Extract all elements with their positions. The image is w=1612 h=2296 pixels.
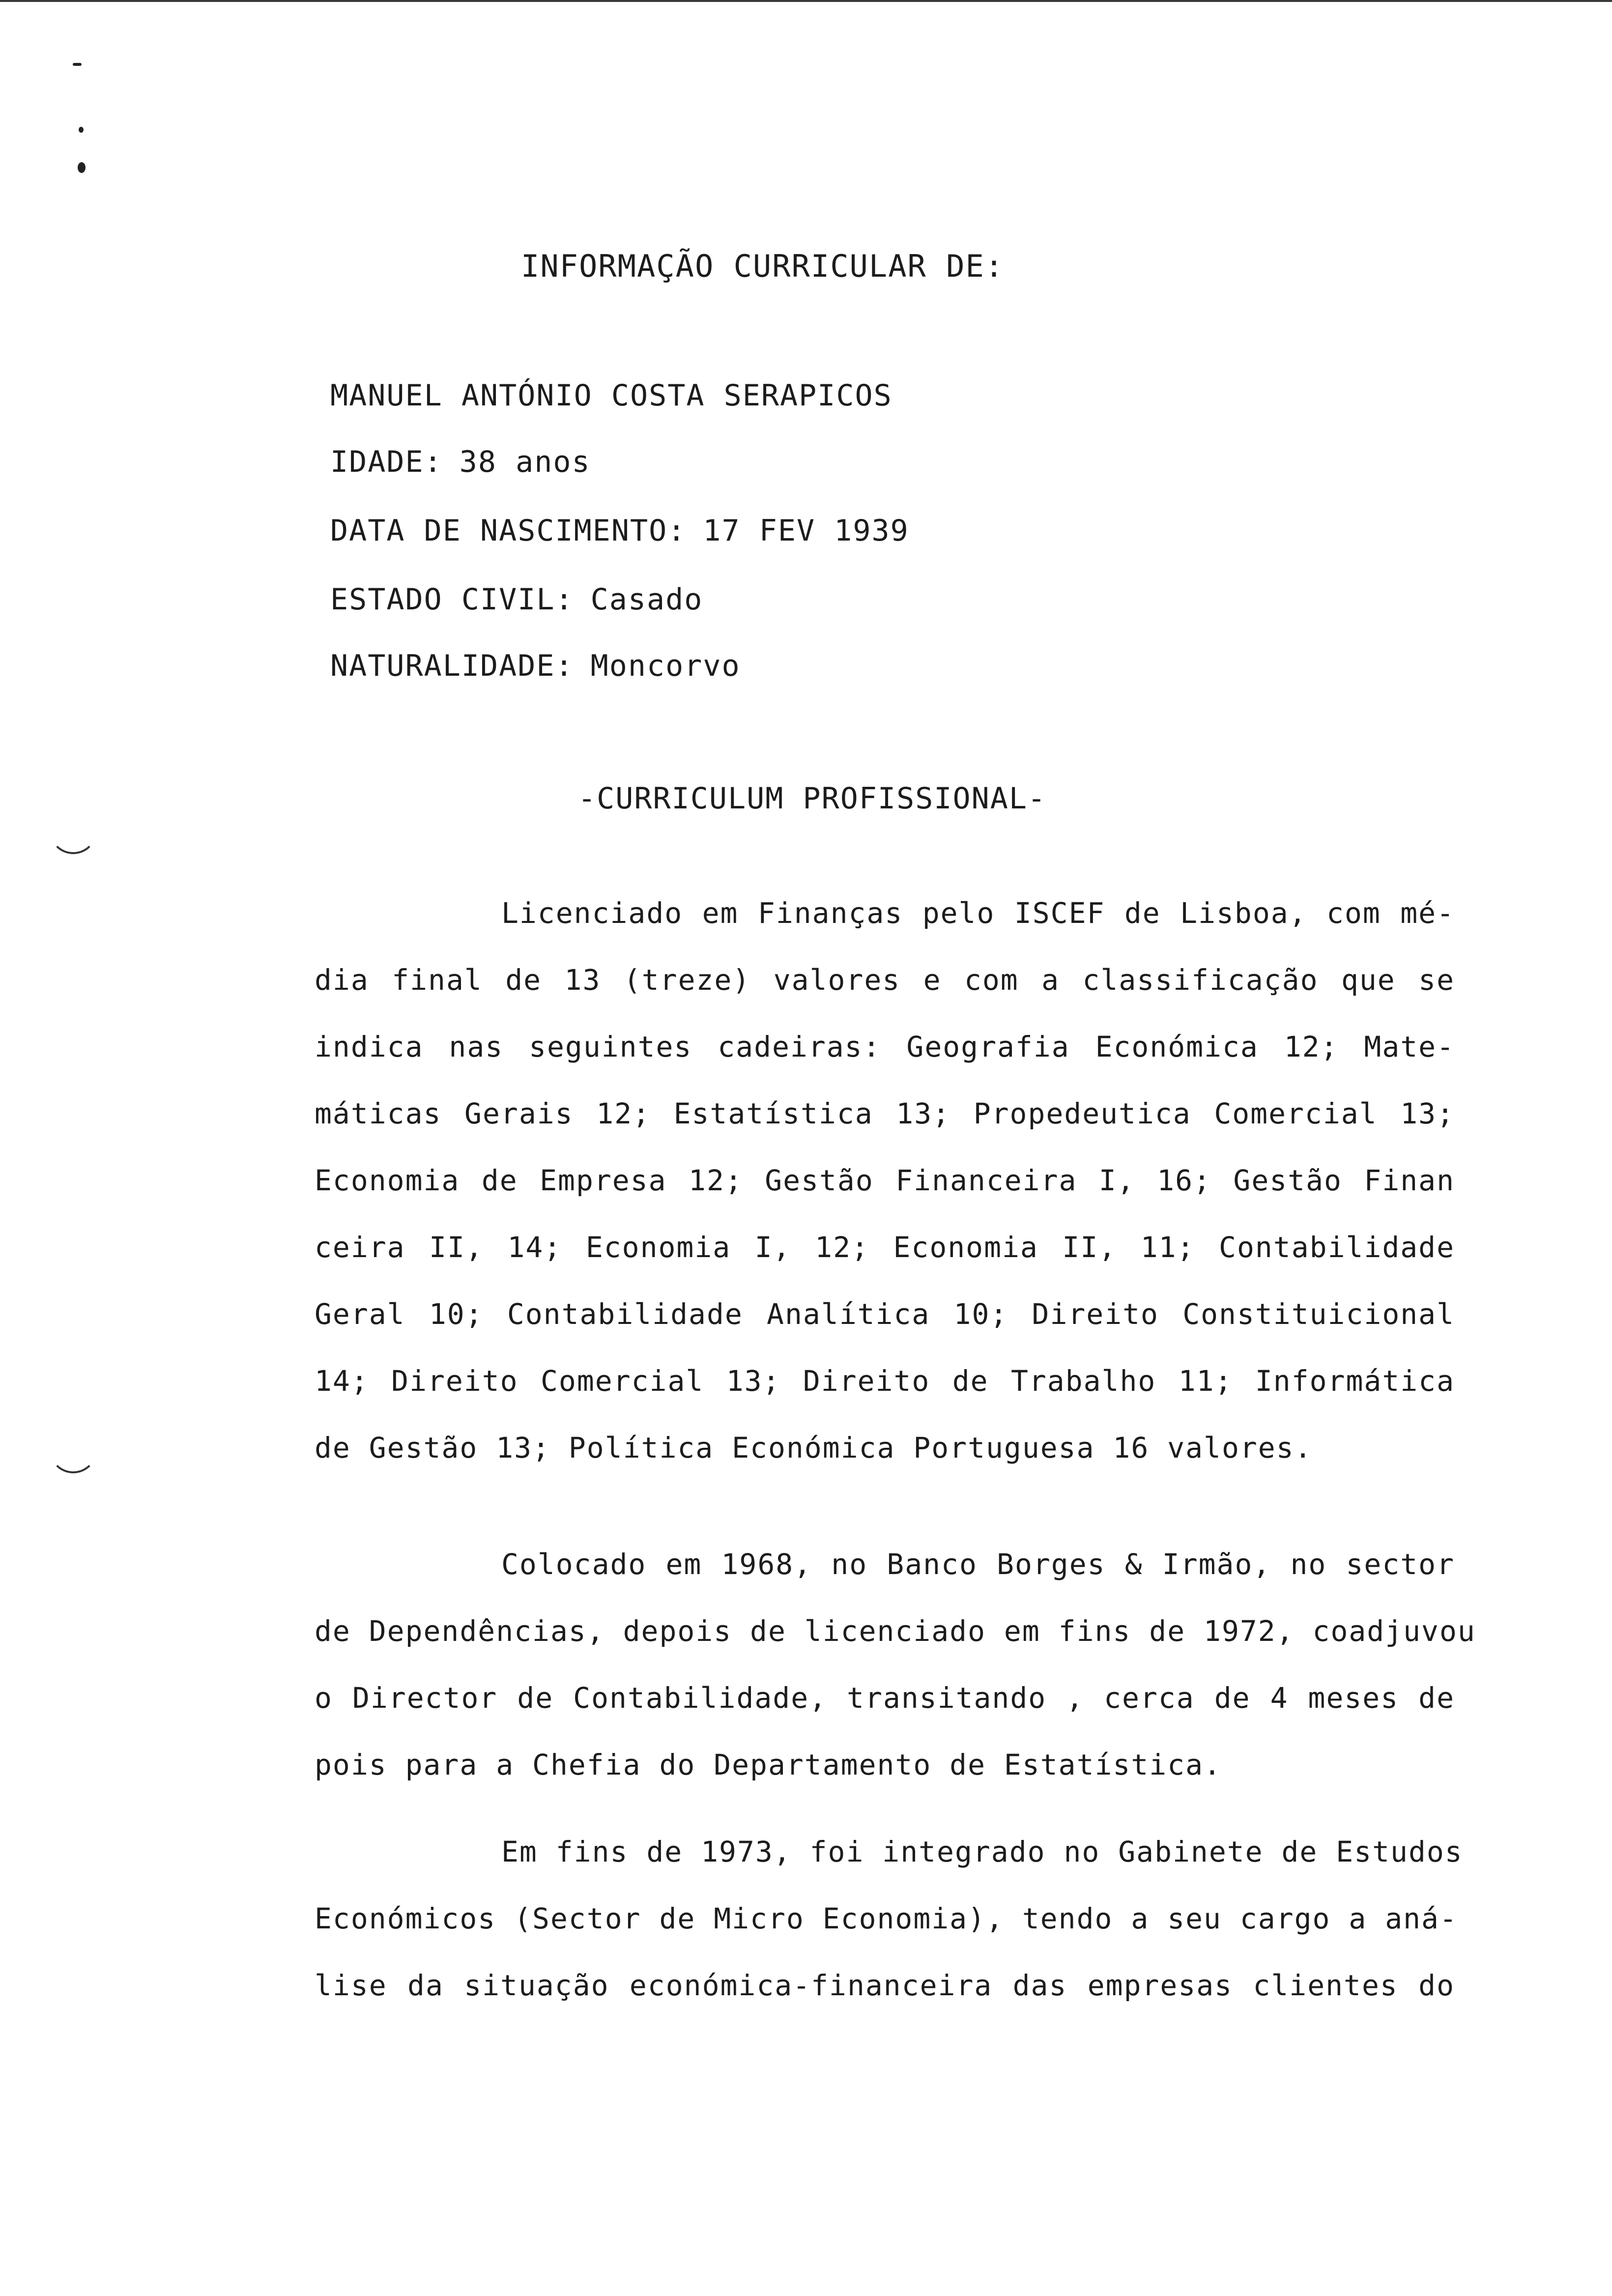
text-line: máticas Gerais 12; Estatística 13; Propedeutica Comercial 13; (315, 1097, 1455, 1130)
document-heading: INFORMAÇÃO CURRICULAR DE: (521, 248, 1005, 284)
field-age (330, 445, 591, 479)
field-value: 17 FEV 1939 (703, 514, 909, 548)
text-line: Economia de Empresa 12; Gestão Financeira I, 16; Gestão Finan (315, 1164, 1455, 1197)
text-line: dia final de 13 (treze) valores e com a classificação que se (315, 963, 1455, 997)
punch-hole-mark (49, 1425, 97, 1473)
text-line: indica nas seguintes cadeiras: Geografia Económica 12; Mate- (315, 1030, 1455, 1063)
field-label: ESTADO CIVIL: (330, 582, 574, 617)
scan-speck (78, 162, 86, 173)
field-value: Moncorvo (590, 649, 741, 683)
field-label: DATA DE NASCIMENTO: (330, 514, 687, 548)
field-birthplace (330, 649, 741, 683)
field-value: Casado (590, 582, 703, 617)
field-marital-status (330, 582, 703, 617)
paragraph-career-start (315, 1531, 1476, 1798)
person-name: MANUEL ANTÓNIO COSTA SERAPICOS (330, 378, 892, 413)
field-label: NATURALIDADE: (330, 649, 574, 683)
top-border-line (0, 0, 1612, 2)
paragraph-education (315, 880, 1455, 1481)
text-line: ceira II, 14; Economia I, 12; Economia II, 11; Contabilidade (315, 1231, 1455, 1264)
text-line: Económicos (Sector de Micro Economia), tendo a seu cargo a aná- (315, 1902, 1458, 1935)
text-line: Em fins de 1973, foi integrado no Gabinete de Estudos (501, 1835, 1463, 1868)
text-line: de Dependências, depois de licenciado em fins de 1972, coadjuvou (315, 1614, 1476, 1648)
field-label: IDADE: (330, 445, 443, 479)
paragraph-research-office (315, 1818, 1463, 2019)
text-line: 14; Direito Comercial 13; Direito de Trabalho 11; Informática (315, 1364, 1455, 1398)
text-line: lise da situação económica-financeira das empresas clientes do (315, 1969, 1455, 2002)
field-value: 38 anos (459, 445, 591, 479)
text-line: Licenciado em Finanças pelo ISCEF de Lisboa, com mé- (501, 896, 1455, 930)
text-line: Geral 10; Contabilidade Analítica 10; Direito Constituicional (315, 1297, 1455, 1331)
field-birth-date (330, 514, 909, 548)
text-line: pois para a Chefia do Departamento de Estatística. (315, 1748, 1222, 1781)
text-line: Colocado em 1968, no Banco Borges & Irmão, no sector (501, 1548, 1455, 1581)
section-heading: -CURRICULUM PROFISSIONAL- (578, 781, 1047, 816)
scan-speck (73, 63, 82, 66)
text-line: o Director de Contabilidade, transitando , cerca de 4 meses de (315, 1681, 1455, 1715)
scan-speck (79, 127, 84, 133)
punch-hole-mark (49, 806, 97, 854)
text-line: de Gestão 13; Política Económica Portuguesa 16 valores. (315, 1431, 1313, 1464)
